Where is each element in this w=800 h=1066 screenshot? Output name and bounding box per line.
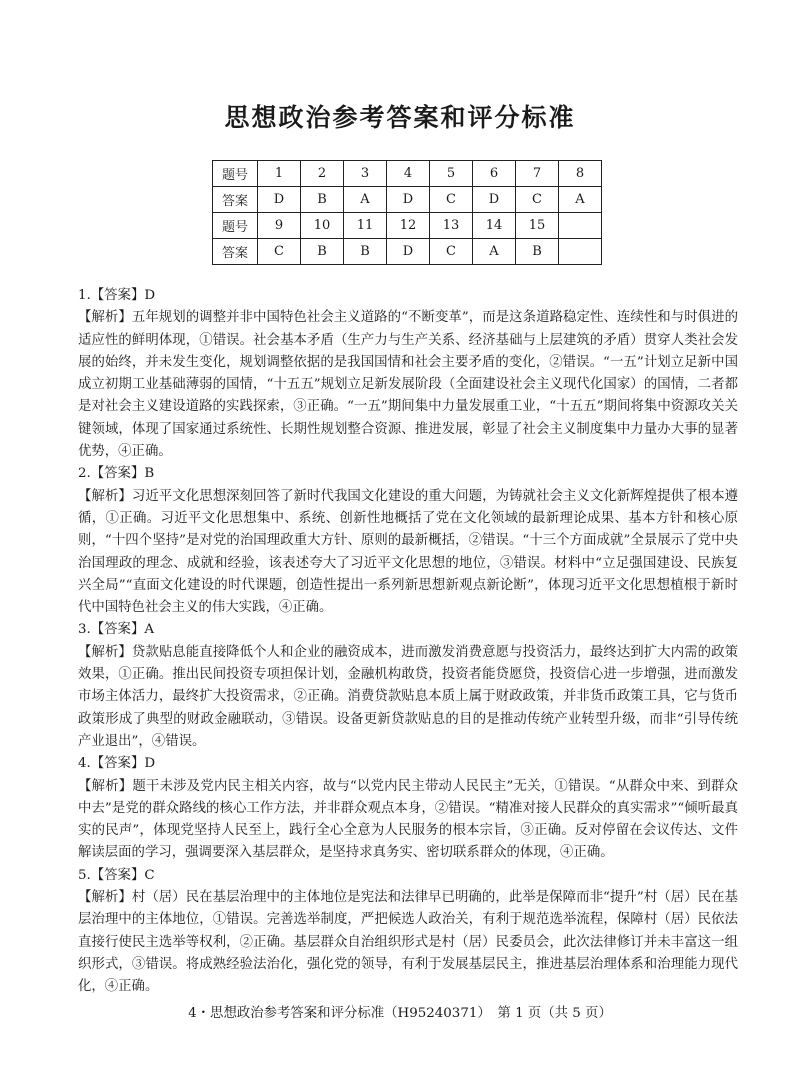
answer-line: 1.【答案】D (78, 288, 156, 303)
table-cell: 15 (516, 213, 559, 239)
explanation-text: 【解析】五年规划的调整并非中国特色社会主义道路的“不断变革”，而是这条道路稳定性、连续性和与时俱进的适应性的鲜明体现，①错误。社会基本矛盾（生产力与生产关系、经济基础与上层建筑的矛盾）贯穿人类社会发展的始终，并未发生变化，规划调整依据的是我国国情和社会主要矛盾的变化，②错误。“一五”计划立足新中国成立初期工业基础薄弱的国情，“十五五”规划立足新发展阶段（全面建设社会主义现代化国家）的国情，二者都是对社会主义建设道路的实践探索，③正确。“一五”期间集中力量发展重工业，“十五五”期间将集中资源攻关关键领域，体现了国家通过系统性、长期性规划整合资源、推进发展，彰显了社会主义制度集中力量办大事的显著优势，④正确。 (78, 310, 738, 460)
row-header: 题号 (213, 161, 258, 187)
table-cell: C (430, 187, 473, 213)
table-cell: 10 (301, 213, 344, 239)
question-item (78, 753, 738, 864)
table-cell: 3 (344, 161, 387, 187)
table-cell: 4 (387, 161, 430, 187)
question-item (78, 463, 738, 619)
table-cell: D (387, 187, 430, 213)
table-cell: 5 (430, 161, 473, 187)
table-cell: C (516, 187, 559, 213)
table-cell: B (516, 239, 559, 265)
explanation-text: 【解析】贷款贴息能直接降低个人和企业的融资成本，进而激发消费意愿与投资活力，最终达到扩大内需的政策效果，①正确。推出民间投资专项担保计划，金融机构敢贷，投资者能贷愿贷，投资信心进一步增强，进而激发市场主体活力，最终扩大投资需求，②正确。消费贷款贴息本质上属于财政政策，并非货币政策工具，它与货币政策形成了典型的财政金融联动，③错误。设备更新贷款贴息的目的是推动传统产业转型升级，而非“引导传统产业退出”，④错误。 (78, 644, 738, 749)
row-header: 答案 (213, 239, 258, 265)
question-item (78, 285, 738, 463)
answer-line: 2.【答案】B (78, 466, 155, 482)
explanation-text: 【解析】习近平文化思想深刻回答了新时代我国文化建设的重大问题，为铸就社会主义文化新辉煌提供了根本遵循，①正确。习近平文化思想集中、系统、创新性地概括了党在文化领域的最新理论成果、基本方针和核心原则，“十四个坚持”是对党的治国理政重大方针、原则的最新概括，②错误。“十三个方面成就”全景展示了党中央治国理政的理念、成就和经验，该表述夸大了习近平文化思想的地位，③错误。材料中“立足强国建设、民族复兴全局”“直面文化建设的时代课题，创造性提出一系列新思想新观点新论断”，体现习近平文化思想植根于新时代中国特色社会主义的伟大实践，④正确。 (78, 488, 738, 616)
table-cell: B (301, 187, 344, 213)
table-cell: A (559, 187, 602, 213)
answer-table-row (213, 187, 602, 213)
row-header: 题号 (213, 213, 258, 239)
answer-table (212, 160, 602, 265)
table-cell: A (344, 187, 387, 213)
table-cell: D (473, 187, 516, 213)
explanation-text: 【解析】村（居）民在基层治理中的主体地位是宪法和法律早已明确的，此举是保障而非“提升”村（居）民在基层治理中的主体地位，①错误。完善选举制度，严把候选人政治关，有利于规范选举流程，保障村（居）民依法直接行使民主选举等权利，②正确。基层群众自治组织形式是村（居）民委员会，此次法律修订并未丰富这一组织形式，③错误。将成熟经验法治化，强化党的领导，有利于发展基层民主，推进基层治理体系和治理能力现代化，④正确。 (78, 890, 738, 995)
table-cell: C (258, 239, 301, 265)
table-cell: D (258, 187, 301, 213)
table-cell: 13 (430, 213, 473, 239)
table-cell: D (387, 239, 430, 265)
table-cell: A (473, 239, 516, 265)
table-cell: B (301, 239, 344, 265)
page-footer: 4・思想政治参考答案和评分标准（H95240371） 第 1 页（共 5 页） (188, 1006, 612, 1021)
answer-table-row (213, 239, 602, 265)
table-cell: B (344, 239, 387, 265)
explanation-text: 【解析】题干未涉及党内民主相关内容，故与“以党内民主带动人民民主”无关，①错误。“从群众中来、到群众中去”是党的群众路线的核心工作方法，并非群众观点本身，②错误。“精准对接人民群众的真实需求”“倾听最真实的民声”，体现党坚持人民至上，践行全心全意为人民服务的根本宗旨，③正确。反对停留在会议传达、文件解读层面的学习，强调要深入基层群众，是坚持求真务实、密切联系群众的体现，④正确。 (78, 778, 738, 861)
page-title: 思想政治参考答案和评分标准 (224, 103, 576, 132)
table-cell: 6 (473, 161, 516, 187)
table-cell: C (430, 239, 473, 265)
row-header: 答案 (213, 187, 258, 213)
table-cell: 7 (516, 161, 559, 187)
table-cell: 12 (387, 213, 430, 239)
answer-line: 4.【答案】D (78, 756, 156, 772)
table-cell (559, 213, 602, 239)
answer-line: 3.【答案】A (78, 622, 155, 638)
answer-line: 5.【答案】C (78, 867, 155, 883)
question-item (78, 619, 738, 753)
table-cell: 11 (344, 213, 387, 239)
table-cell: 1 (258, 161, 301, 187)
question-item (78, 865, 738, 999)
table-cell: 9 (258, 213, 301, 239)
table-cell (559, 239, 602, 265)
table-cell: 14 (473, 213, 516, 239)
table-cell: 2 (301, 161, 344, 187)
answer-table-row (213, 161, 602, 187)
answer-table-row (213, 213, 602, 239)
table-cell: 8 (559, 161, 602, 187)
explanations (78, 285, 738, 999)
